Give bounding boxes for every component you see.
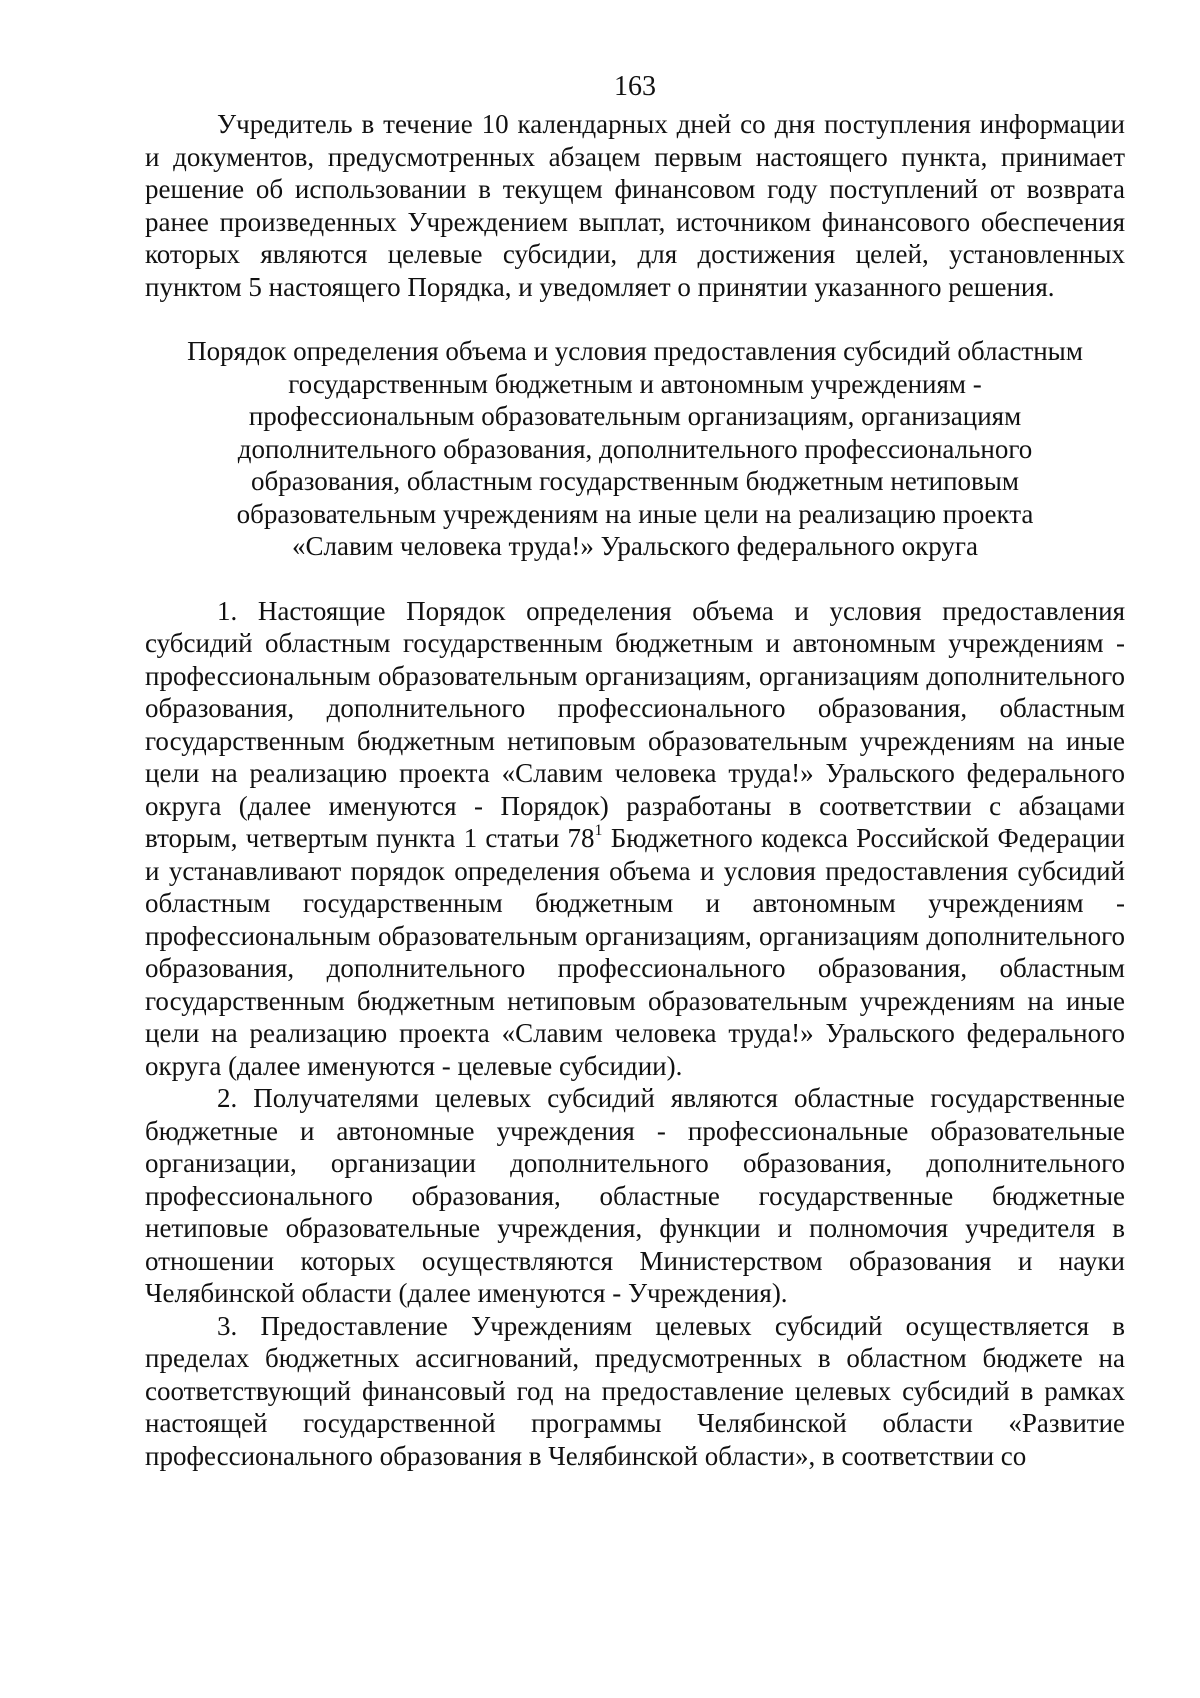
section-title-line: дополнительного образования, дополнительного профессионального [237,433,1033,464]
section-title-line: образовательным учреждениям на иные цели на реализацию проекта [236,498,1034,529]
paragraph-2: 2. Получателями целевых субсидий являются областные государственные бюджетные и автономные учреждения - профессиональные образовательные организации, организации дополнительного образования, дополнительного профессионального образования, областные государственные бюджетные нетиповые образовательные учреждения, функции и полномочия учредителя в отношении которых осуществляются Министерством образования и науки Челябинской области (далее именуются - Учреждения). [145,1083,1125,1308]
document-page [145,68,1125,1472]
section-title [155,335,1115,563]
section-title-line: профессиональным образовательным организациям, организациям [248,401,1022,431]
paragraph-3: 3. Предоставление Учреждениям целевых субсидий осуществляется в пределах бюджетных ассигнований, предусмотренных в областном бюджете на соответствующий финансовый год на предоставление целевых субсидий в рамках настоящей государственной программы Челябинской области «Развитие профессионального образования в Челябинской области», в соответствии со [145,1310,1125,1471]
section-title-line: государственным бюджетным и автономным учреждениям - [288,368,982,399]
paragraph-1-text-b: Бюджетного кодекса Российской Федерации и устанавливают порядок определения объема и условия предоставления субсидий областным государственным бюджетным и автономным учреждениям - профессиональным образовательным организациям, организациям дополнительного образования, дополнительного профессионального образования, областным государственным бюджетным нетиповым образовательным учреждениям на иные цели на реализацию проекта «Славим человека труда!» Уральского федерального округа (далее именуются - целевые субсидии). [145,823,1125,1081]
intro-paragraph: Учредитель в течение 10 календарных дней со дня поступления информации и документов, предусмотренных абзацем первым настоящего пункта, принимает решение об использовании в текущем финансовом году поступлений от возврата ранее произведенных Учреждением выплат, источником финансового обеспечения которых являются целевые субсидии, для достижения целей, установленных пунктом 5 настоящего Порядка, и уведомляет о принятии указанного решения. [145,109,1125,302]
section-title-line: образования, областным государственным бюджетным нетиповым [251,466,1019,496]
article-superscript: 1 [594,822,603,839]
paragraph-1 [145,595,1125,1083]
section-title-line: Порядок определения объема и условия предоставления субсидий областным [187,336,1083,366]
page-number: 163 [614,71,656,102]
paragraph-1-text-a: 1. Настоящие Порядок определения объема и условия предоставления субсидий областным государственным бюджетным и автономным учреждениям - профессиональным образовательным организациям, организациям дополнительного образования, дополнительного профессионального образования, областным государственным бюджетным нетиповым образовательным учреждениям на иные цели на реализацию проекта «Славим человека труда!» Уральского федерального округа (далее именуются - Порядок) разработаны в соответствии с абзацами вторым, четвертым пункта 1 статьи 78 [145,595,1125,853]
section-title-line: «Славим человека труда!» Уральского федерального округа [292,531,978,561]
